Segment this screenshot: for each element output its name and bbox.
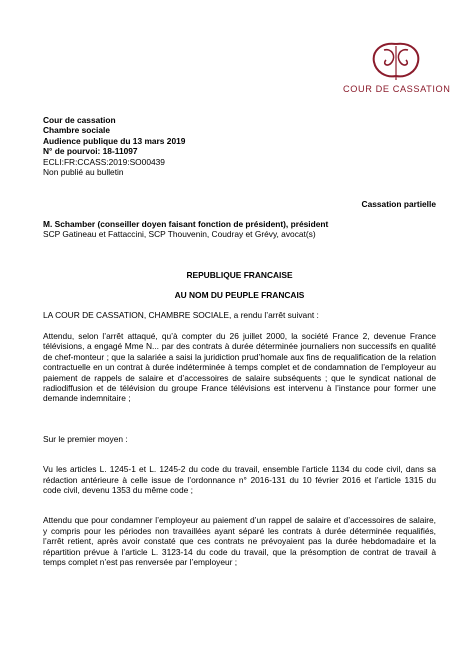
court-name: Cour de cassation bbox=[43, 115, 116, 125]
intro-line: LA COUR DE CASSATION, CHAMBRE SOCIALE, a rendu l’arrêt suivant : bbox=[43, 310, 319, 321]
lawyers-line: SCP Gatineau et Fattaccini, SCP Thouvenin, Coudray et Grévy, avocat(s) bbox=[43, 229, 316, 240]
publication-status: Non publié au bulletin bbox=[43, 167, 124, 178]
paragraph-reasoning: Attendu que pour condamner l’employeur au paiement d’un rappel de salaire et d’accessoires de salaire, y compris pour les périodes non travaillées ayant séparé les contrats à durée déterminée requalifiés, l’arrêt retient, après avoir constaté que ces contrats ne prévoyaient pas la durée hebdomadaire et la répartition prévue à l’article L. 3123-14 du code du travail, que la présomption de contrat de travail à temps complet n’est pas renversée par l’employeur ; bbox=[43, 515, 436, 567]
paragraph-legal-basis: Vu les articles L. 1245-1 et L. 1245-2 du code du travail, ensemble l’article 1134 du code civil, dans sa rédaction antérieure à celle issue de l’ordonnance n° 2016-131 du 10 février 2016 et l’article 1315 du code civil, devenu 1353 du même code ; bbox=[43, 464, 436, 495]
decision-type: Cassation partielle bbox=[361, 199, 436, 210]
appeal-number: N° de pourvoi: 18-11097 bbox=[43, 146, 138, 157]
paragraph-facts: Attendu, selon l’arrêt attaqué, qu’à compter du 26 juillet 2000, la société France 2, devenue France télévisions, a engagé Mme N... par des contrats à durée déterminée journaliers non successifs en qualité de chef-monteur ; que la salariée a saisi la juridiction prud’homale aux fins de requalification de la relation contractuelle en un contrat à durée indéterminée à temps complet et de condamnation de l’employeur au paiement de rappels de salaire et d’accessoires de salaire subséquents ; que le syndicat national de radiodiffusion et de télévision du groupe France télévisions est intervenu à l’instance pour former une demande indemnitaire ; bbox=[43, 330, 436, 404]
in-name-heading: AU NOM DU PEUPLE FRANCAIS bbox=[174, 290, 305, 301]
header-block bbox=[43, 115, 436, 177]
chamber-name: Chambre sociale bbox=[43, 125, 111, 136]
paragraph-first-ground: Sur le premier moyen : bbox=[43, 433, 128, 444]
document-body bbox=[43, 115, 436, 567]
ecli-code: ECLI:FR:CCASS:2019:SO00439 bbox=[43, 156, 165, 167]
hearing-date: Audience publique du 13 mars 2019 bbox=[43, 135, 186, 146]
republic-heading: REPUBLIQUE FRANCAISE bbox=[186, 269, 293, 280]
cc-emblem-icon bbox=[366, 40, 426, 84]
president-line: M. Schamber (conseiller doyen faisant fonction de président), président bbox=[43, 218, 329, 229]
logo-text: COUR DE CASSATION bbox=[343, 84, 451, 94]
cour-de-cassation-logo bbox=[343, 40, 449, 104]
